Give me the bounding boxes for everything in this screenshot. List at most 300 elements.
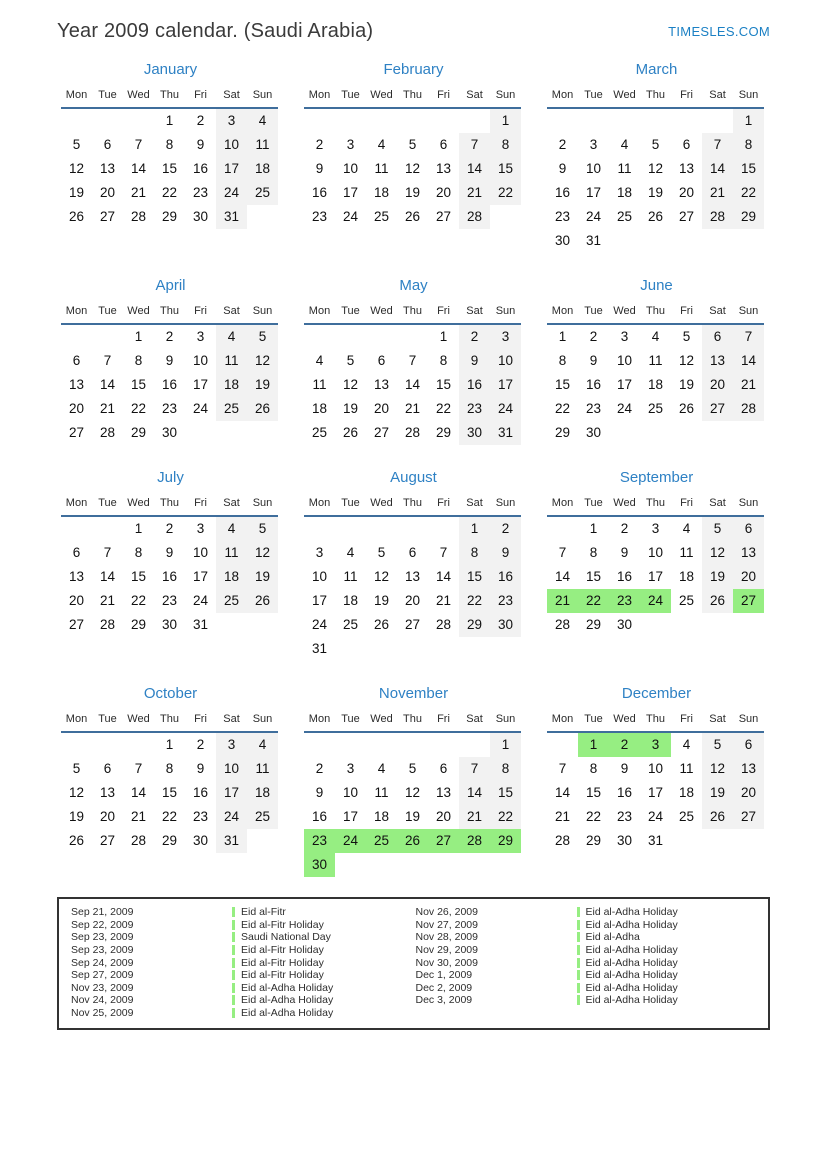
holiday-date: Sep 24, 2009 [71,956,134,969]
day-cell: 6 [682,137,691,152]
day-cell: 5 [408,761,417,776]
holiday-marker [232,945,235,955]
day-cell: 4 [651,329,660,344]
day-cell: 8 [490,133,521,157]
day-cell: 15 [490,157,521,181]
day-cell-empty [397,109,428,133]
day-cell: 10 [490,349,521,373]
weekday-label: Sat [459,87,490,109]
holiday-date: Nov 29, 2009 [415,944,478,957]
holiday-entry [414,956,759,969]
weekday-label: Wed [609,87,640,109]
weekday-label: Mon [61,87,92,109]
day-cell-empty [61,109,92,133]
weekday-label: Mon [61,303,92,325]
day-cell: 14 [99,377,116,392]
day-cell: 18 [647,377,664,392]
day-cell: 31 [192,617,209,632]
day-cell: 14 [733,349,764,373]
day-cell: 8 [165,761,174,776]
day-cell: 13 [702,349,733,373]
holiday-name: Eid al-Fitr Holiday [241,944,324,957]
day-cell: 2 [196,737,205,752]
day-cell: 2 [558,137,567,152]
day-cell: 9 [620,545,629,560]
weekday-label: Sat [459,711,490,733]
day-cell: 13 [733,757,764,781]
weekday-label: Sat [702,711,733,733]
day-cell: 11 [343,569,358,584]
day-cell: 10 [192,545,209,560]
holiday-name-wrap [232,969,324,981]
day-cell: 1 [578,733,609,757]
day-cell: 8 [134,545,143,560]
day-cell: 24 [490,397,521,421]
day-cell: 8 [733,133,764,157]
holiday-name-wrap [232,957,324,969]
page-title: Year 2009 calendar. (Saudi Arabia) [57,20,374,42]
holiday-entry [414,969,759,982]
month-day-grid [61,495,278,637]
day-cell: 15 [490,781,521,805]
day-cell: 4 [682,521,691,536]
day-cell: 15 [130,569,147,584]
holiday-entry [69,906,414,919]
month-title: October [143,685,198,702]
weekday-label: Fri [428,303,459,325]
day-cell: 28 [99,425,116,440]
day-cell: 2 [620,521,629,536]
day-cell: 15 [733,157,764,181]
day-cell: 15 [130,377,147,392]
day-cell: 6 [72,353,81,368]
day-cell: 21 [733,373,764,397]
day-cell: 17 [342,809,359,824]
day-cell: 14 [404,377,421,392]
month-day-grid [61,303,278,445]
weekday-label: Sun [490,87,521,109]
day-cell: 28 [554,833,571,848]
day-cell: 26 [702,805,733,829]
day-cell-empty [92,325,123,349]
day-cell: 17 [490,373,521,397]
holiday-date: Nov 24, 2009 [71,994,134,1007]
day-cell: 11 [312,377,327,392]
day-cell-empty [397,325,428,349]
day-cell: 3 [216,109,247,133]
day-cell-empty [366,109,397,133]
holiday-entry [414,919,759,932]
day-cell: 23 [192,809,209,824]
weekday-label: Tue [92,711,123,733]
day-cell: 25 [678,593,695,608]
day-cell-empty [335,109,366,133]
day-cell: 11 [648,353,663,368]
day-cell: 31 [490,421,521,445]
day-cell: 20 [99,809,116,824]
day-cell: 13 [733,541,764,565]
day-cell: 12 [247,349,278,373]
day-cell: 25 [678,809,695,824]
day-cell: 10 [585,161,602,176]
holiday-date: Sep 23, 2009 [71,931,134,944]
day-cell: 20 [68,401,85,416]
day-cell: 2 [196,113,205,128]
holiday-date: Nov 27, 2009 [415,918,478,931]
holiday-name: Saudi National Day [241,931,331,944]
day-cell-empty [61,325,92,349]
day-cell: 15 [585,569,602,584]
weekday-label: Sun [733,711,764,733]
day-cell: 27 [733,805,764,829]
weekday-label: Sun [490,303,521,325]
holiday-name-wrap [232,994,333,1006]
day-cell: 10 [311,569,328,584]
holiday-date: Nov 26, 2009 [415,906,478,919]
day-cell-empty [671,109,702,133]
month-title: January [143,61,198,78]
day-cell: 5 [247,517,278,541]
day-cell: 12 [404,785,421,800]
day-cell: 18 [311,401,328,416]
day-cell-empty [428,637,459,661]
day-cell: 5 [72,137,81,152]
weekday-label: Mon [304,711,335,733]
weekday-label: Fri [428,495,459,517]
weekday-label: Sat [702,495,733,517]
months-grid [57,61,770,877]
day-cell: 17 [311,593,328,608]
day-cell: 22 [578,589,609,613]
day-cell: 26 [68,833,85,848]
day-cell: 7 [733,325,764,349]
day-cell: 27 [99,209,116,224]
day-cell: 17 [342,185,359,200]
day-cell-empty [702,229,733,253]
day-cell: 8 [134,353,143,368]
day-cell: 10 [616,353,633,368]
day-cell: 28 [435,617,452,632]
day-cell-empty [702,613,733,637]
holiday-name-wrap [577,969,678,981]
day-cell: 13 [373,377,390,392]
day-cell-empty [61,517,92,541]
day-cell-empty [428,853,459,877]
month-october [61,685,280,853]
day-cell: 9 [589,353,598,368]
day-cell: 15 [585,785,602,800]
day-cell: 1 [459,517,490,541]
weekday-label: Tue [92,495,123,517]
day-cell: 14 [99,569,116,584]
day-cell: 6 [702,325,733,349]
day-cell: 7 [459,757,490,781]
day-cell: 14 [459,781,490,805]
day-cell-empty [671,421,702,445]
day-cell-empty [459,733,490,757]
day-cell: 23 [161,401,178,416]
day-cell: 24 [216,181,247,205]
holiday-date: Nov 28, 2009 [415,931,478,944]
day-cell: 3 [196,329,205,344]
day-cell-empty [490,205,521,229]
day-cell: 9 [620,761,629,776]
month-december [547,685,766,853]
holiday-entry [414,931,759,944]
day-cell: 8 [490,757,521,781]
holiday-entry [69,919,414,932]
day-cell: 8 [589,545,598,560]
day-cell: 20 [404,593,421,608]
holiday-marker [232,1008,235,1018]
day-cell-empty [640,613,671,637]
holiday-marker [577,945,580,955]
day-cell: 28 [130,209,147,224]
day-cell: 21 [99,401,116,416]
day-cell: 28 [130,833,147,848]
day-cell: 29 [554,425,571,440]
weekday-label: Fri [671,495,702,517]
weekday-label: Thu [397,711,428,733]
weekday-label: Mon [547,303,578,325]
holiday-name: Eid al-Adha Holiday [585,956,678,969]
month-title: November [378,685,449,702]
holiday-name: Eid al-Adha Holiday [241,994,334,1007]
month-day-grid [304,711,521,877]
day-cell: 19 [342,401,359,416]
day-cell: 23 [585,401,602,416]
day-cell-empty [304,733,335,757]
day-cell: 23 [459,397,490,421]
holiday-marker [577,958,580,968]
day-cell: 1 [134,329,143,344]
day-cell: 16 [161,569,178,584]
day-cell: 19 [702,781,733,805]
holiday-date: Nov 30, 2009 [415,956,478,969]
day-cell: 19 [247,373,278,397]
holiday-marker [577,920,580,930]
day-cell: 8 [439,353,448,368]
day-cell: 13 [99,161,116,176]
holiday-entry [69,956,414,969]
holiday-date: Nov 25, 2009 [71,1007,134,1020]
day-cell: 3 [620,329,629,344]
weekday-label: Thu [154,303,185,325]
day-cell: 26 [647,209,664,224]
day-cell: 13 [435,785,452,800]
weekday-label: Fri [671,303,702,325]
day-cell: 23 [161,593,178,608]
day-cell: 31 [216,829,247,853]
day-cell: 9 [558,161,567,176]
day-cell: 13 [99,785,116,800]
holiday-entry [414,994,759,1007]
day-cell: 22 [161,809,178,824]
day-cell: 26 [373,617,390,632]
day-cell: 8 [558,353,567,368]
day-cell: 26 [702,589,733,613]
day-cell: 9 [490,541,521,565]
day-cell: 30 [616,617,633,632]
day-cell: 10 [216,133,247,157]
weekday-label: Tue [578,303,609,325]
day-cell: 25 [216,589,247,613]
month-day-grid [61,711,278,853]
weekday-label: Thu [640,87,671,109]
day-cell-empty [335,637,366,661]
weekday-label: Wed [123,711,154,733]
day-cell: 6 [72,545,81,560]
day-cell: 15 [435,377,452,392]
day-cell: 14 [554,785,571,800]
day-cell-empty [733,229,764,253]
day-cell: 31 [585,233,602,248]
day-cell: 3 [640,733,671,757]
day-cell: 4 [315,353,324,368]
day-cell: 3 [651,521,660,536]
day-cell: 10 [216,757,247,781]
weekday-label: Tue [578,87,609,109]
weekday-label: Sat [216,495,247,517]
holiday-entry [414,906,759,919]
holiday-name-wrap [577,982,678,994]
day-cell: 5 [377,545,386,560]
day-cell: 30 [192,209,209,224]
day-cell: 5 [702,517,733,541]
day-cell: 9 [315,161,324,176]
holiday-marker [232,932,235,942]
month-day-grid [61,87,278,229]
day-cell: 4 [247,109,278,133]
weekday-label: Thu [397,303,428,325]
day-cell-empty [247,829,278,853]
day-cell-empty [733,829,764,853]
day-cell: 11 [679,545,694,560]
day-cell: 22 [130,593,147,608]
day-cell: 21 [702,181,733,205]
day-cell-empty [366,325,397,349]
day-cell-empty [671,229,702,253]
day-cell: 12 [647,161,664,176]
day-cell: 23 [554,209,571,224]
weekday-label: Tue [335,87,366,109]
holiday-name: Eid al-Adha Holiday [241,1007,334,1020]
holiday-legend-column-2 [414,906,759,1019]
day-cell: 16 [616,569,633,584]
day-cell: 9 [315,785,324,800]
day-cell: 13 [68,569,85,584]
month-september [547,469,766,637]
day-cell: 3 [315,545,324,560]
day-cell-empty [335,325,366,349]
day-cell: 21 [459,805,490,829]
day-cell: 14 [130,161,147,176]
day-cell: 2 [459,325,490,349]
day-cell-empty [92,109,123,133]
holiday-marker [577,995,580,1005]
day-cell: 12 [247,541,278,565]
month-june [547,277,766,445]
day-cell: 16 [554,185,571,200]
day-cell: 26 [404,209,421,224]
day-cell-empty [397,637,428,661]
page-header [57,20,770,43]
day-cell: 8 [165,137,174,152]
day-cell: 16 [585,377,602,392]
day-cell-empty [428,109,459,133]
day-cell: 16 [459,373,490,397]
holiday-marker [577,983,580,993]
day-cell: 7 [459,133,490,157]
holiday-marker [232,983,235,993]
holiday-marker [577,932,580,942]
day-cell: 28 [459,205,490,229]
day-cell: 1 [490,109,521,133]
day-cell: 18 [342,593,359,608]
weekday-label: Thu [397,87,428,109]
day-cell-empty [609,421,640,445]
weekday-label: Fri [428,711,459,733]
day-cell: 17 [616,377,633,392]
day-cell: 24 [342,209,359,224]
day-cell: 12 [678,353,695,368]
weekday-label: Wed [609,495,640,517]
day-cell: 13 [68,377,85,392]
weekday-label: Thu [397,495,428,517]
day-cell: 20 [733,565,764,589]
holiday-name: Eid al-Fitr Holiday [241,956,324,969]
month-day-grid [304,303,521,445]
day-cell: 19 [373,593,390,608]
day-cell-empty [609,229,640,253]
weekday-label: Mon [304,495,335,517]
day-cell: 17 [192,377,209,392]
day-cell: 4 [216,325,247,349]
holiday-marker [232,907,235,917]
month-day-grid [547,495,764,637]
day-cell-empty [92,517,123,541]
holiday-entry [69,931,414,944]
site-link[interactable]: TIMESLES.COM [668,24,770,39]
holiday-name: Eid al-Adha Holiday [585,994,678,1007]
holiday-name: Eid al-Adha Holiday [585,981,678,994]
holiday-legend-column-1 [69,906,414,1019]
day-cell: 1 [439,329,448,344]
holiday-entry [69,944,414,957]
month-march [547,61,766,253]
weekday-label: Sat [459,303,490,325]
weekday-label: Wed [366,87,397,109]
weekday-label: Tue [335,711,366,733]
weekday-label: Tue [335,495,366,517]
day-cell: 9 [459,349,490,373]
day-cell: 23 [490,589,521,613]
day-cell: 27 [68,617,85,632]
day-cell: 25 [247,805,278,829]
holiday-name: Eid al-Fitr Holiday [241,918,324,931]
day-cell: 11 [679,761,694,776]
day-cell: 16 [192,785,209,800]
day-cell: 16 [311,809,328,824]
holiday-marker [232,995,235,1005]
holiday-date: Dec 3, 2009 [415,994,473,1007]
day-cell: 26 [247,397,278,421]
day-cell: 21 [404,401,421,416]
day-cell: 5 [247,325,278,349]
day-cell: 21 [554,809,571,824]
day-cell: 26 [247,589,278,613]
day-cell: 28 [99,617,116,632]
